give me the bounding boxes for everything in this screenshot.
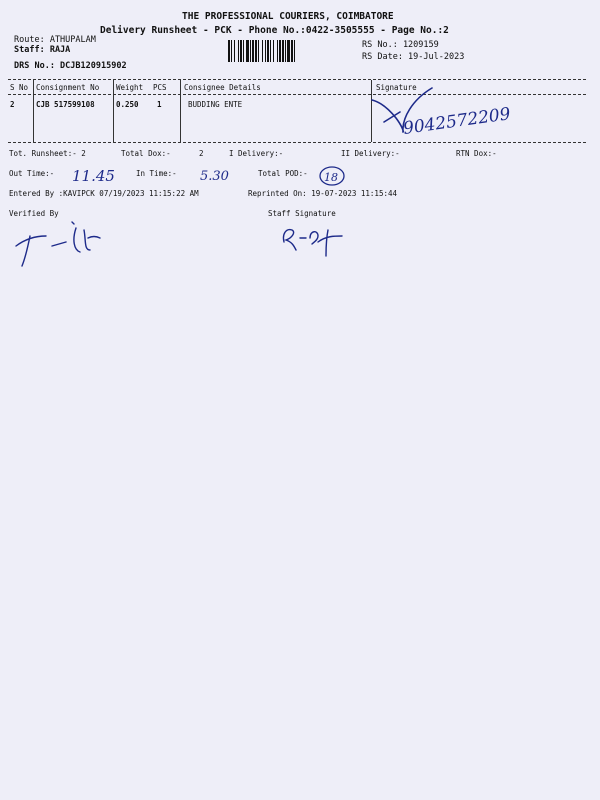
col-header-sno: S No [10,83,29,92]
route-label: Route: ATHUPALAM [14,35,96,45]
col-header-consignment: Consignment No [36,83,100,92]
total-pod-label: Total POD:- [258,169,308,178]
row-weight: 0.250 [116,100,139,109]
handwritten-in-time: 5.30 [200,169,229,184]
col-header-pcs: PCS [153,83,167,92]
ii-delivery: II Delivery:- [341,149,400,158]
handwritten-phone-number: 9042572209 [401,104,512,139]
runsheet-title: Delivery Runsheet - PCK - Phone No.:0422-3505555 - Page No.:2 [100,25,449,36]
verified-by-label: Verified By [9,209,59,218]
staff-signature-label: Staff Signature [268,209,336,218]
col-header-consignee: Consignee Details [184,83,261,92]
handwritten-out-time: 11.45 [72,167,115,185]
out-time-label: Out Time:- [9,169,55,178]
rs-date: RS Date: 19-Jul-2023 [362,52,465,62]
drs-number: DRS No.: DCJB120915902 [14,61,127,71]
rs-number: RS No.: 1209159 [362,40,439,50]
in-time-label: In Time:- [136,169,177,178]
row-pcs: 1 [157,100,162,109]
col-header-weight: Weight [116,83,144,92]
tot-runsheet: Tot. Runsheet:- 2 [9,149,86,158]
row-consignment-no: CJB 517599108 [36,100,95,109]
row-consignee: BUDDING ENTE [188,100,243,109]
reprinted-on: Reprinted On: 19-07-2023 11:15:44 [248,189,398,198]
verified-signature [16,222,100,266]
row-sno: 2 [10,100,15,109]
total-dox-value: 2 [199,149,204,158]
company-name: THE PROFESSIONAL COURIERS, COIMBATORE [182,11,394,22]
staff-label: Staff: RAJA [14,45,71,55]
entered-by: Entered By :KAVIPCK 07/19/2023 11:15:22 AM [9,189,199,198]
col-header-signature: Signature [376,83,417,92]
total-dox-label: Total Dox:- [121,149,171,158]
handwritten-total-pod: 18 [324,171,338,184]
rtn-dox: RTN Dox:- [456,149,497,158]
staff-signature [283,230,342,256]
i-delivery: I Delivery:- [229,149,284,158]
